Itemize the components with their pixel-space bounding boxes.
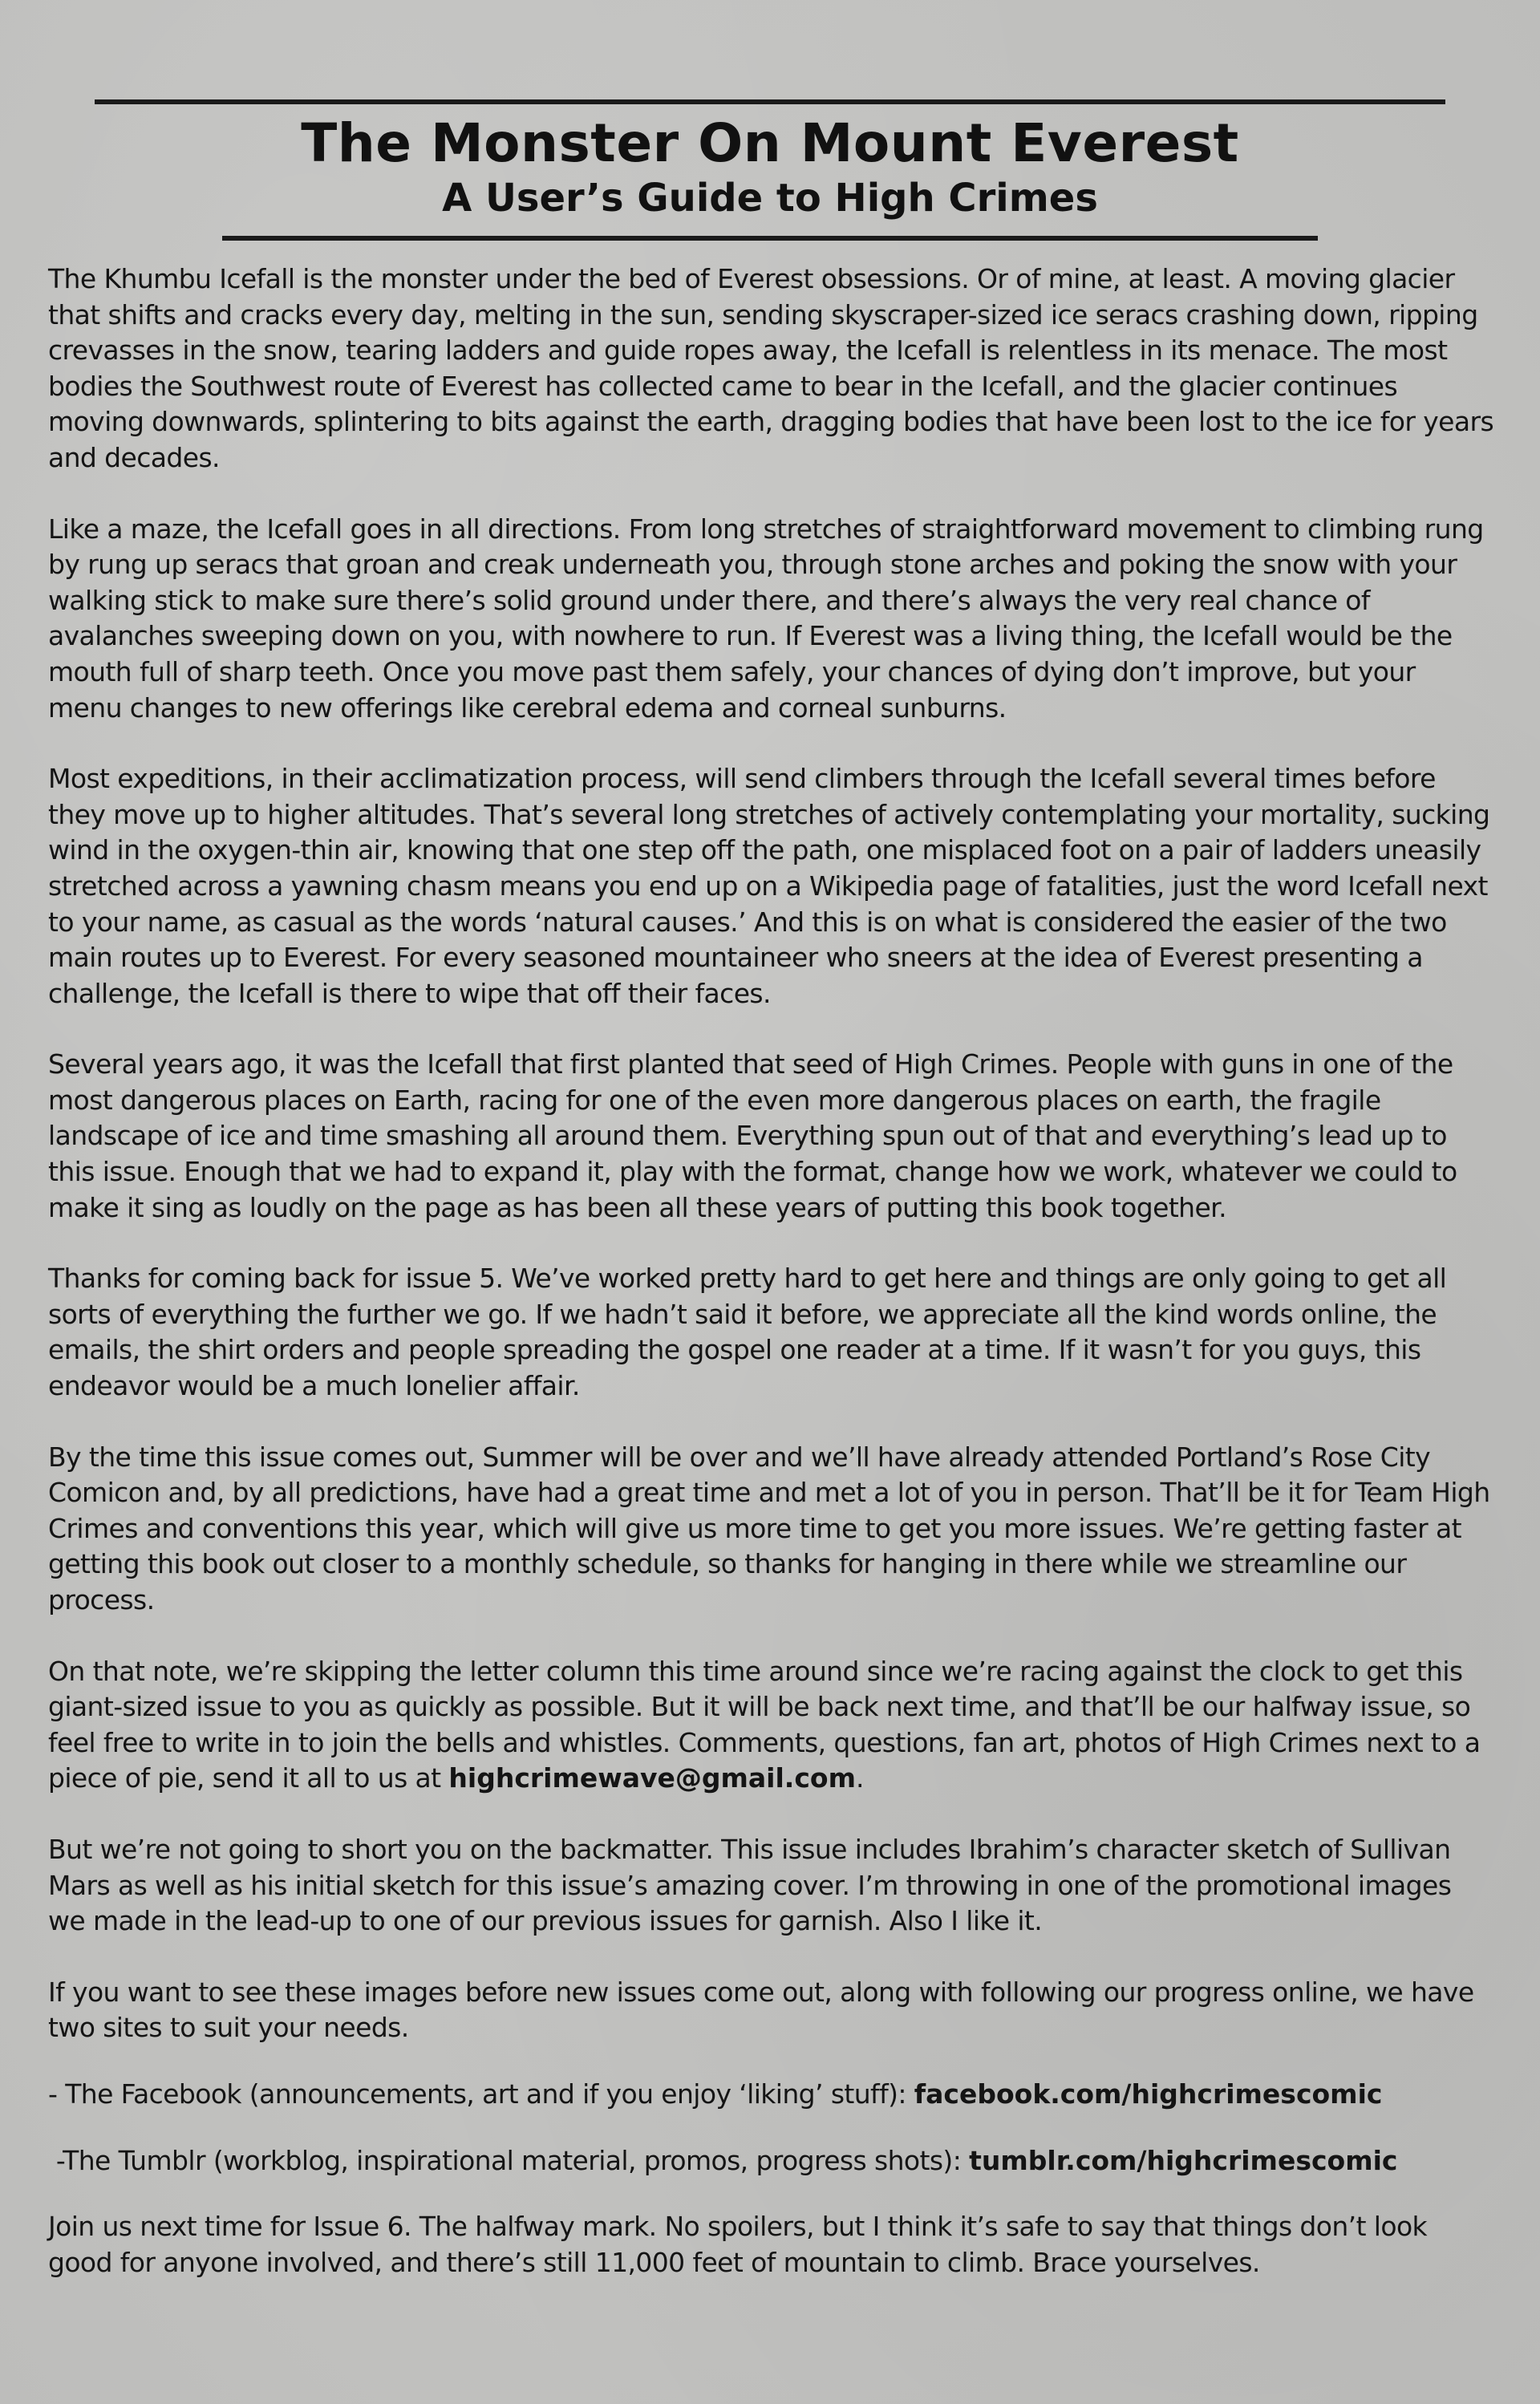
paragraph-tumblr — [48, 2143, 1496, 2179]
bottom-rule — [222, 236, 1318, 241]
paragraph-maze: Like a maze, the Icefall goes in all directions. From long stretches of straightforward movement to climbing rung by rung up seracs that groan and creak underneath you, through stone arches and poking the snow with your walking stick to make sure there’s solid ground under there, and there’s always the very real chance of avalanches sweeping down on you, with nowhere to run. If Everest was a living thing, the Icefall would be the mouth full of sharp teeth. Once you move past them safely, your chances of dying don’t improve, but your menu changes to new offerings like cerebral edema and corneal sunburns. — [48, 513, 1484, 724]
letters-text: On that note, we’re skipping the letter column this time around since we’re racing against the clock to get this giant-sized issue to you as quickly as possible. But it will be back next time, and that’ll be our halfway issue, so feel free to write in to join the bells and whistles. Comments, questions, fan art, photos of High Crimes next to a piece of pie, send it all to us at — [48, 1655, 1481, 1794]
email-link[interactable]: highcrimewave@gmail.com — [448, 1762, 856, 1794]
paragraph-icefall-intro: The Khumbu Icefall is the monster under the bed of Everest obsessions. Or of mine, at least. A moving glacier that shifts and cracks every day, melting in the sun, sending skyscraper-sized ice seracs crashing down, ripping crevasses in the snow, tearing ladders and guide ropes away, the Icefall is relentless in its menace. The most bodies the Southwest route of Everest has collected came to bear in the Icefall, and the glacier continues moving downwards, splintering to bits against the earth, dragging bodies that have been lost to the ice for years and decades. — [48, 263, 1494, 473]
paragraph-origin: Several years ago, it was the Icefall that first planted that seed of High Crimes. People with guns in one of the most dangerous places on Earth, racing for one of the even more dangerous places on earth, the fragile landscape of ice and time smashing all around them. Everything spun out of that and everything’s lead up to this issue. Enough that we had to expand it, play with the format, change how we work, whatever we could to make it sing as loudly on the page as has been all these years of putting this book together. — [48, 1048, 1457, 1223]
paragraph-backmatter: But we’re not going to short you on the backmatter. This issue includes Ibrahim’s character sketch of Sullivan Mars as well as his initial sketch for this issue’s amazing cover. I’m throwing in one of the promotional images we made in the lead-up to one of our previous issues for garnish. Also I like it. — [48, 1833, 1452, 1937]
page-subtitle: A User’s Guide to High Crimes — [442, 176, 1098, 221]
tumblr-text: -The Tumblr (workblog, inspirational material, promos, progress shots): — [48, 2144, 970, 2176]
facebook-link[interactable]: facebook.com/highcrimescomic — [914, 2078, 1383, 2110]
tumblr-link[interactable]: tumblr.com/highcrimescomic — [969, 2144, 1398, 2176]
paragraph-acclimatization: Most expeditions, in their acclimatization process, will send climbers through the Icefall several times before they move up to higher altitudes. That’s several long stretches of actively contemplating your mortality, sucking wind in the oxygen-thin air, knowing that one step off the path, one misplaced foot on a pair of ladders uneasily stretched across a yawning chasm means you end up on a Wikipedia page of fatalities, just the word Icefall next to your name, as casual as the words ‘natural causes.’ And this is on what is considered the easier of the two main routes up to Everest. For every seasoned mountaineer who sneers at the idea of Everest presenting a challenge, the Icefall is there to wipe that off their faces. — [48, 763, 1490, 1009]
page-title: The Monster On Mount Everest — [301, 112, 1239, 174]
paragraph-closing: Join us next time for Issue 6. The halfway mark. No spoilers, but I think it’s safe to say that things don’t look good for anyone involved, and there’s still 11,000 feet of mountain to climb. Brace yourselves. — [48, 2211, 1428, 2278]
paragraph-convention: By the time this issue comes out, Summer will be over and we’ll have already attended Portland’s Rose City Comicon and, by all predictions, have had a great time and met a lot of you in person. That’ll be it for Team High Crimes and conventions this year, which will give us more time to get you more issues. We’re getting faster at getting this book out closer to a monthly schedule, so thanks for hanging in there while we streamline our process. — [48, 1441, 1490, 1616]
paragraph-thanks: Thanks for coming back for issue 5. We’ve worked pretty hard to get here and things are only going to get all sorts of everything the further we go. If we hadn’t said it before, we appreciate all the kind words online, the emails, the shirt orders and people spreading the gospel one reader at a time. If it wasn’t for you guys, this endeavor would be a much lonelier affair. — [48, 1263, 1447, 1402]
facebook-text: - The Facebook (announcements, art and if you enjoy ‘liking’ stuff): — [48, 2078, 914, 2110]
paragraph-letters — [48, 1654, 1496, 1797]
paragraph-facebook — [48, 2077, 1496, 2113]
top-rule — [95, 99, 1445, 104]
article-body — [48, 261, 1496, 2316]
letters-end: . — [855, 1762, 864, 1794]
paragraph-sites-intro: If you want to see these images before new issues come out, along with following our progress online, we have two sites to suit your needs. — [48, 1976, 1474, 2044]
